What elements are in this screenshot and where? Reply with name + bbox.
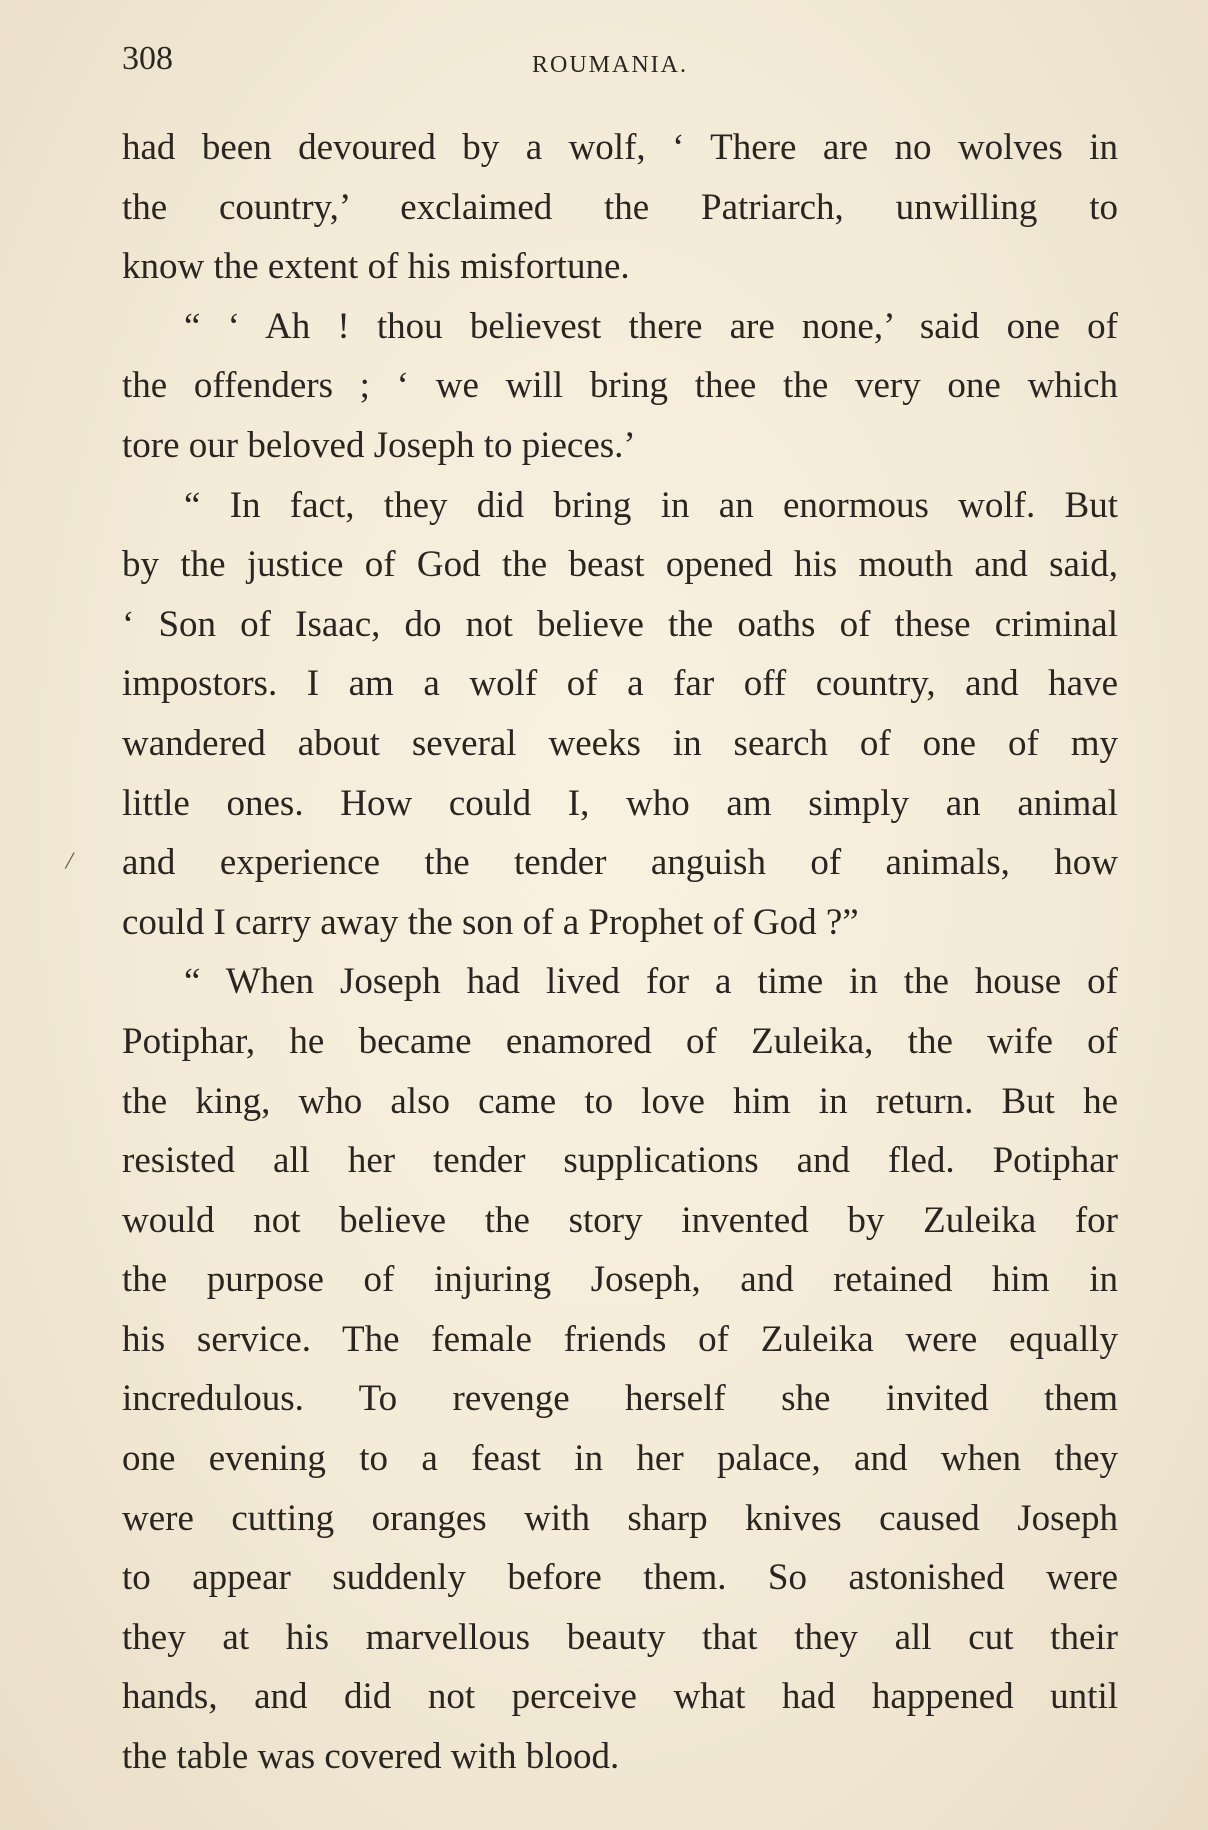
text-line: wandered about several weeks in search of one of my: [122, 722, 1118, 764]
text-line: resisted all her tender supplications and fled. Potiphar: [122, 1140, 1118, 1182]
text-line: one evening to a feast in her palace, and when they: [122, 1438, 1118, 1480]
body-text: [122, 118, 1118, 1787]
text-line: to appear suddenly before them. So astonished were: [122, 1557, 1118, 1599]
text-line: impostors. I am a wolf of a far off country, and have: [122, 663, 1118, 705]
text-line: by the justice of God the beast opened his mouth and said,: [122, 544, 1118, 586]
text-line: little ones. How could I, who am simply an animal: [122, 782, 1118, 824]
text-line: hands, and did not perceive what had happened until: [122, 1676, 1118, 1718]
text-line: tore our beloved Joseph to pieces.’: [122, 424, 636, 466]
text-line: had been devoured by a wolf, ‘ There are no wolves in: [122, 127, 1118, 168]
page-header: [122, 40, 1122, 86]
text-line: incredulous. To revenge herself she invited them: [122, 1378, 1118, 1420]
text-line: “ In fact, they did bring in an enormous wolf. But: [184, 484, 1118, 526]
text-line: were cutting oranges with sharp knives caused Joseph: [122, 1497, 1118, 1539]
text-line: could I carry away the son of a Prophet of God ?”: [122, 901, 859, 943]
text-line: the king, who also came to love him in return. But he: [122, 1080, 1118, 1122]
text-line: Potiphar, he became enamored of Zuleika, the wife of: [122, 1020, 1118, 1062]
text-line: they at his marvellous beauty that they all cut their: [122, 1616, 1118, 1658]
text-line: the purpose of injuring Joseph, and retained him in: [122, 1259, 1118, 1301]
text-line: and experience the tender anguish of animals, how: [122, 842, 1118, 884]
text-line: his service. The female friends of Zuleika were equally: [122, 1318, 1118, 1360]
page-number: 308: [122, 40, 173, 77]
text-line: ‘ Son of Isaac, do not believe the oaths of these criminal: [122, 603, 1118, 645]
running-head: ROUMANIA.: [532, 52, 688, 78]
text-line: “ ‘ Ah ! thou believest there are none,’ said one of: [184, 305, 1118, 347]
text-line: the table was covered with blood.: [122, 1736, 620, 1778]
text-line: the offenders ; ‘ we will bring thee the very one which: [122, 365, 1118, 407]
margin-pencil-mark: /: [63, 845, 76, 876]
text-line: would not believe the story invented by Zuleika for: [122, 1199, 1118, 1241]
text-line: know the extent of his misfortune.: [122, 246, 630, 288]
text-line: the country,’ exclaimed the Patriarch, unwilling to: [122, 186, 1118, 228]
text-line: “ When Joseph had lived for a time in the house of: [184, 961, 1118, 1003]
